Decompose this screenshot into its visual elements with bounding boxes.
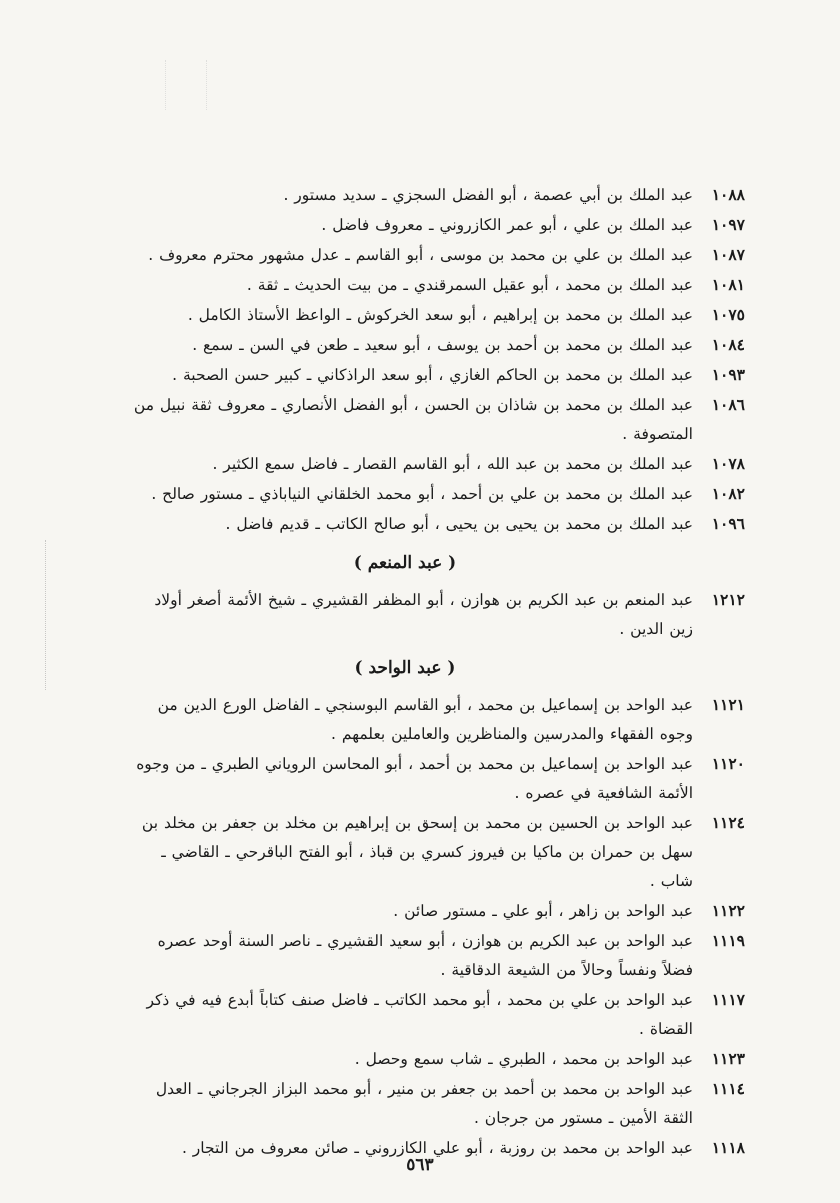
section-heading-abd-al-munim: ( عبد المنعم ) bbox=[353, 553, 457, 573]
list-item bbox=[125, 690, 745, 749]
list-item bbox=[125, 270, 745, 300]
entry-number: ١١١٨ bbox=[711, 1138, 745, 1157]
entry-text: عبد المنعم بن عبد الكريم بن هوازن ، أبو المظفر القشيري ـ شيخ الأئمة أصغر أولاد زين الدين . bbox=[154, 591, 693, 638]
entry-text: عبد الملك بن أبي عصمة ، أبو الفضل السجزي ـ سديد مستور . bbox=[283, 186, 693, 204]
entry-number: ١١٢٢ bbox=[711, 901, 745, 920]
entry-text: عبد الملك بن محمد بن إبراهيم ، أبو سعد الخركوش ـ الواعظ الأستاذ الكامل . bbox=[187, 306, 693, 324]
list-item bbox=[125, 509, 745, 539]
list-item bbox=[125, 240, 745, 270]
entry-text: عبد الملك بن علي ، أبو عمر الكازروني ـ معروف فاضل . bbox=[321, 216, 693, 234]
entry-number: ١٠٨٦ bbox=[711, 395, 745, 414]
entry-text: عبد الواحد بن الحسين بن محمد بن إسحق بن إبراهيم بن مخلد بن جعفر بن مخلد بن سهل بن حمران بن ماكيا بن فيروز كسري بن قباذ ، أبو الفتح الباقرحي ـ القاضي ـ شاب . bbox=[141, 814, 693, 890]
entry-number: ١١٢٠ bbox=[711, 754, 745, 773]
entry-number: ١٠٨١ bbox=[711, 275, 745, 294]
list-item bbox=[125, 449, 745, 479]
page-body bbox=[125, 180, 745, 1163]
entry-number: ١٠٨٧ bbox=[711, 245, 745, 264]
entry-text: عبد الملك بن محمد ، أبو عقيل السمرقندي ـ من بيت الحديث ـ ثقة . bbox=[246, 276, 693, 294]
entry-text: عبد الملك بن علي بن محمد بن موسى ، أبو القاسم ـ عدل مشهور محترم معروف . bbox=[148, 246, 693, 264]
section-heading-abd-al-wahid: ( عبد الواحد ) bbox=[354, 658, 456, 678]
entry-number: ١١٢٤ bbox=[711, 813, 745, 832]
entry-number: ١١١٧ bbox=[711, 990, 745, 1009]
entry-text: عبد الملك بن محمد بن يحيى بن يحيى ، أبو صالح الكاتب ـ قديم فاضل . bbox=[225, 515, 693, 533]
list-item bbox=[125, 926, 745, 985]
entry-number: ١٠٧٨ bbox=[711, 454, 745, 473]
entry-number: ١٠٨٢ bbox=[711, 484, 745, 503]
list-item bbox=[125, 985, 745, 1044]
list-item bbox=[125, 330, 745, 360]
entry-text: عبد الواحد بن زاهر ، أبو علي ـ مستور صائن . bbox=[393, 902, 693, 920]
entry-number: ١٠٩٣ bbox=[711, 365, 745, 384]
list-item bbox=[125, 749, 745, 808]
entry-number: ١٠٩٧ bbox=[711, 215, 745, 234]
entry-text: عبد الملك بن محمد بن أحمد بن يوسف ، أبو سعيد ـ طعن في السن ـ سمع . bbox=[192, 336, 693, 354]
list-item bbox=[125, 300, 745, 330]
entry-text: عبد الملك بن محمد بن علي بن أحمد ، أبو محمد الخلقاني النياباذي ـ مستور صالح . bbox=[151, 485, 693, 503]
list-item bbox=[125, 479, 745, 509]
entry-text: عبد الواحد بن محمد بن روزبة ، أبو علي الكازروني ـ صائن معروف من التجار . bbox=[181, 1139, 693, 1157]
entry-number: ١١٢٣ bbox=[711, 1049, 745, 1068]
entry-text: عبد الملك بن محمد بن الحاكم الغازي ، أبو سعد الراذكاني ـ كبير حسن الصحبة . bbox=[172, 366, 693, 384]
entry-number: ١٠٩٦ bbox=[711, 514, 745, 533]
entry-number: ١٢١٢ bbox=[711, 590, 745, 609]
list-item bbox=[125, 896, 745, 926]
list-item bbox=[125, 390, 745, 449]
entry-number: ١٠٧٥ bbox=[711, 305, 745, 324]
scan-artifact bbox=[45, 540, 47, 690]
list-item bbox=[125, 1044, 745, 1074]
entry-text: عبد الملك بن محمد بن عبد الله ، أبو القاسم القصار ـ فاضل سمع الكثير . bbox=[212, 455, 693, 473]
entry-number: ١١٢١ bbox=[711, 695, 745, 714]
page-number: ٥٦٣ bbox=[406, 1155, 434, 1175]
list-item bbox=[125, 808, 745, 896]
list-item bbox=[125, 1074, 745, 1133]
entry-text: عبد الواحد بن إسماعيل بن محمد بن أحمد ، أبو المحاسن الروياني الطبري ـ من وجوه الأئمة الشافعية في عصره . bbox=[136, 755, 693, 802]
entry-text: عبد الواحد بن محمد ، الطبري ـ شاب سمع وحصل . bbox=[354, 1050, 693, 1068]
entry-number: ١١١٤ bbox=[711, 1079, 745, 1098]
list-item bbox=[125, 585, 745, 644]
entry-text: عبد الواحد بن إسماعيل بن محمد ، أبو القاسم البوسنجي ـ الفاضل الورع الدين من وجوه الفقهاء والمدرسين والمناظرين والعاملين بعلمهم . bbox=[157, 696, 693, 743]
list-item bbox=[125, 360, 745, 390]
entry-text: عبد الواحد بن محمد بن أحمد بن جعفر بن منير ، أبو محمد البزاز الجرجاني ـ العدل الثقة الأمين ـ مستور من جرجان . bbox=[155, 1080, 693, 1127]
entry-text: عبد الملك بن محمد بن شاذان بن الحسن ، أبو الفضل الأنصاري ـ معروف ثقة نبيل من المتصوفة . bbox=[133, 396, 693, 443]
entry-number: ١١١٩ bbox=[711, 931, 745, 950]
entry-number: ١٠٨٨ bbox=[711, 185, 745, 204]
entry-number: ١٠٨٤ bbox=[711, 335, 745, 354]
entry-text: عبد الواحد بن علي بن محمد ، أبو محمد الكاتب ـ فاضل صنف كتاباً أبدع فيه في ذكر القضاة . bbox=[146, 991, 693, 1038]
entry-text: عبد الواحد بن عبد الكريم بن هوازن ، أبو سعيد القشيري ـ ناصر السنة أوحد عصره فضلاً ونفساً وحالاً من الشيعة الدقاقية . bbox=[157, 932, 693, 979]
list-item bbox=[125, 180, 745, 210]
list-item bbox=[125, 210, 745, 240]
scan-artifact bbox=[165, 60, 207, 110]
